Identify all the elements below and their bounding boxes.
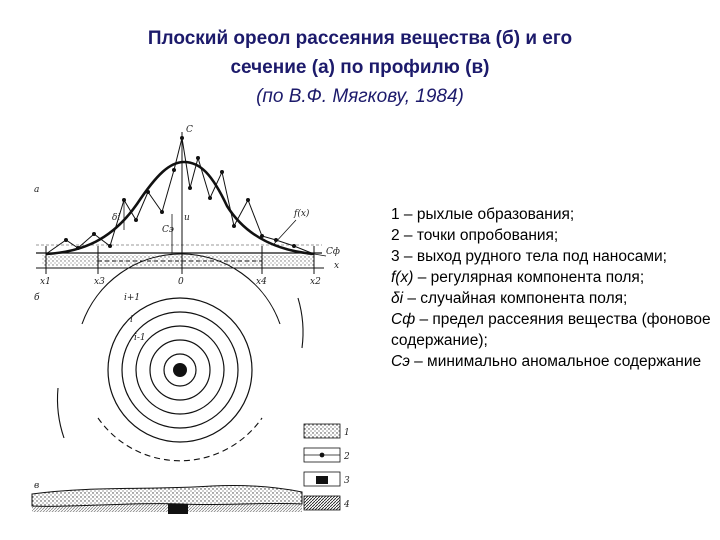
legend-item-fx: f(x) – регулярная компонента поля; <box>391 269 645 286</box>
legend-item-3: 3 – выход рудного тела под наносами; <box>391 248 667 265</box>
label-x2: x2 <box>310 277 321 287</box>
legend-item-2: 2 – точки опробования; <box>391 227 559 244</box>
label-x3: x3 <box>94 277 105 287</box>
title-line-2: сечение (а) по профилю (в) <box>230 57 490 78</box>
profile-sediment-layer <box>32 485 302 506</box>
panel-b-label: б <box>34 293 40 303</box>
legend-term-delta: δi <box>391 290 404 307</box>
label-c: C <box>186 125 193 135</box>
legend-item-cf: Cф – предел рассеяния вещества (фоновое содержание); <box>391 311 711 349</box>
label-x4: x4 <box>256 277 267 287</box>
fx-pointer <box>274 220 296 244</box>
panel-v-label: в <box>34 481 40 491</box>
label-cf: Cф <box>326 247 340 257</box>
ore-body-dot <box>173 363 187 377</box>
legend-item-ce: Cэ – минимально аномальное содержание <box>391 353 702 370</box>
svg-text:1: 1 <box>344 428 350 438</box>
slide-title <box>0 24 720 111</box>
label-origin: 0 <box>178 277 184 287</box>
label-u: u <box>184 213 190 223</box>
halo-figure <box>12 108 372 532</box>
profile-ore-body <box>168 504 188 514</box>
label-fx: f(x) <box>294 209 310 219</box>
label-x1: x1 <box>40 277 51 287</box>
figure-key <box>304 424 350 510</box>
legend-term-fx: f(x) <box>391 269 414 286</box>
svg-text:3: 3 <box>344 476 350 486</box>
label-delta: δi <box>112 213 121 223</box>
legend-item-delta: δi – случайная компонента поля; <box>391 290 628 307</box>
ring-label-i-minus: i-1 <box>134 333 146 343</box>
legend-item-1: 1 – рыхлые образования; <box>391 206 575 223</box>
label-x: x <box>334 261 340 271</box>
legend-term-ce: Cэ <box>391 353 410 370</box>
legend-term-cf: Cф <box>391 311 416 328</box>
ring-label-i-plus: i+1 <box>124 293 141 303</box>
cf-pointer <box>314 254 326 256</box>
panel-a-label: а <box>34 185 40 195</box>
title-line-1: Плоский ореол рассеяния вещества (б) и его <box>147 28 573 49</box>
svg-text:2: 2 <box>344 452 350 462</box>
legend <box>391 204 713 372</box>
title-line-3: (по В.Ф. Мягкову, 1984) <box>256 86 464 107</box>
ring-label-i: i <box>130 315 133 325</box>
sample-polyline <box>46 138 314 254</box>
svg-text:4: 4 <box>344 500 350 510</box>
label-ce: Cэ <box>162 225 174 235</box>
